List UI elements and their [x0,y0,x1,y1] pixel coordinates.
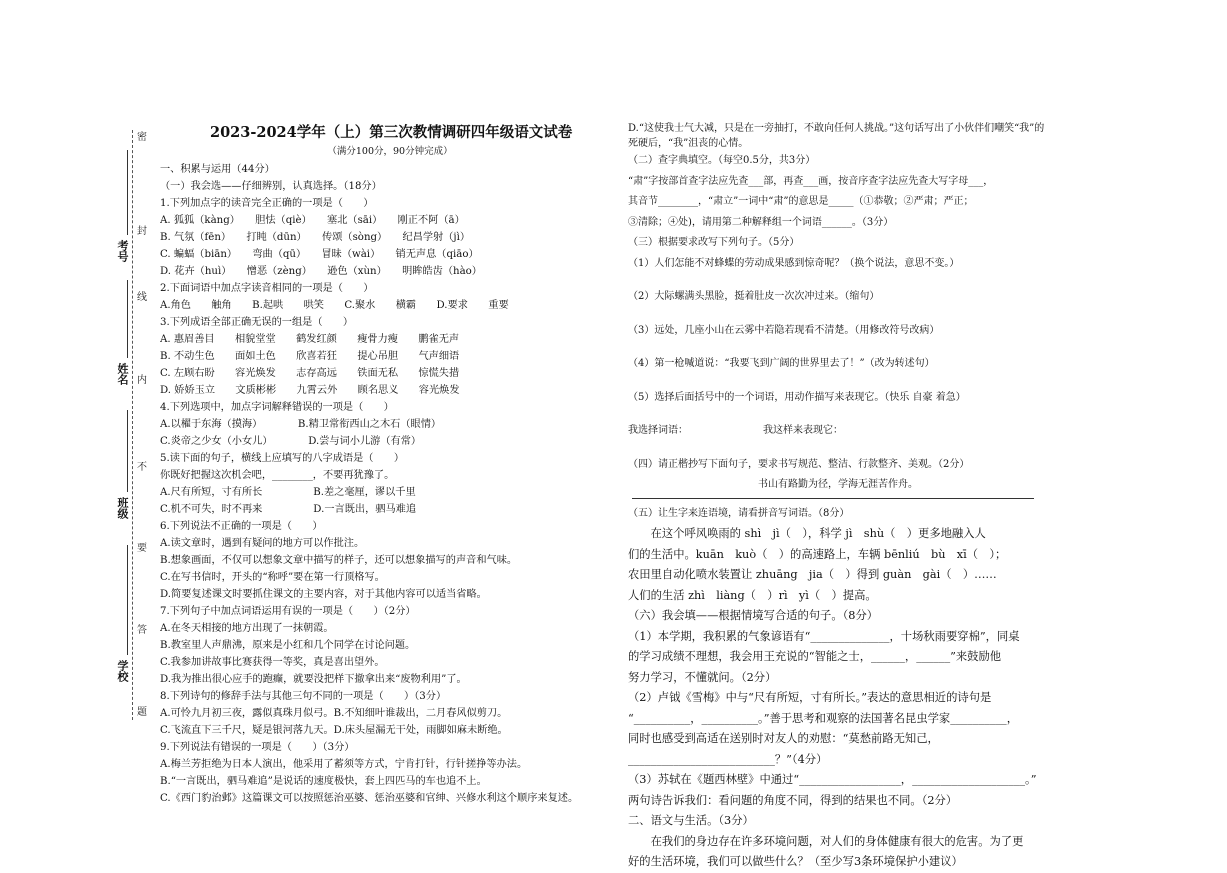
answer-space[interactable] [628,496,1048,504]
question-line: 在我们的身边存在许多环境问题，对人们的身体健康有很大的危害。为了更 [628,834,1024,848]
question-line: B.教室里人声鼎沸，原来是小红和几个同学在讨论问题。 [160,640,416,651]
question-line: C.机不可失，时不再来 D.一言既出，驷马难追 [160,504,417,515]
question-line: （1）人们怎能不对蜂蝶的劳动成果感到惊奇呢？（换个说法，意思不变。） [628,257,960,269]
question-line: A. 惠眉善目 相貌堂堂 鹤发红颜 瘦骨力瘦 鹏雀无声 [160,334,460,345]
question-line: （3）苏轼在《题西林壁》中通过“__________________，____________________。” [628,773,1037,786]
question-line: A.梅兰芳拒绝为日本人演出，他采用了蓄须等方式，宁肯打针，行针搓挣等办法。 [160,759,528,770]
question-line: （2）大际螺满头黑脸，挺着肚皮一次次冲过来。（缩句） [628,291,880,302]
question-line: 我选择词语： 我这样来表现它： [628,425,843,436]
question-line: D.我为推出很心应手的跑癫，就要没把样下撤拿出来“废物利用”了。 [160,674,467,685]
binding-strip [0,0,160,868]
question-line: C.炎帝之少女（小女儿） D.尝与词小儿游（有常） [160,436,422,447]
question-line: 好的生活环境，我们可以做些什么？（至少写3条环境保护小建议） [628,855,963,868]
question-line: D.简要复述课文时要抓住课文的主要内容，对于其他内容可以适当省略。 [160,589,487,600]
question-line: （5）选择后面括号中的一个词语，用动作描写来表现它。（快乐 自豪 着急） [628,391,966,403]
question-line: （4）第一枪喊道说：“我要飞到广阔的世界里去了！”（改为转述句） [628,358,935,369]
question-line: 你既好把握这次机会吧，________，不要再犹豫了。 [160,470,395,481]
question-line: 5.读下面的句子，横线上应填写的八字成语是（ ） [160,453,405,464]
question-line: 7.下列句子中加点词语运用有误的一项是（ ）（2分） [160,606,416,617]
seal-char: 线 [137,292,147,303]
field-rule-name[interactable] [127,280,128,358]
question-line: 两句诗告诉我们：看问题的角度不同，得到的结果也不同。（2分） [628,793,958,807]
question-line: 的学习成绩不理想，我会用王充说的“智能之士，______，______”来鼓励他 [628,650,1002,663]
question-line: （1）本学期，我积累的气象谚语有“______________，十场秋雨要穿棉”，同桌 [628,629,1020,643]
question-line: （四）请正楷抄写下面句子，要求书写规范、整洁、行款整齐、美观。（2分） [628,458,970,470]
question-line: C.飞流直下三千尺，疑是银河落九天。D.床头屋漏无干处，雨脚如麻未断绝。 [160,725,508,736]
question-line: C.《西门豹治邺》这篇课文可以按照惩治巫婆、惩治巫婆和官绅、兴修水利这个顺序来复述。 [160,793,579,804]
question-line: D.“这使我士气大减，只是在一旁抽打，不敢向任何人挑战。”这句话写出了小伙伴们嘲笑“我”的死硬后，“我”沮丧的心情。 [628,123,1045,149]
right-column [628,0,1048,868]
field-rule-class[interactable] [127,410,128,492]
question-line: 3.下列成语全部正确无误的一组是（ ） [160,317,354,328]
question-line: 书山有路勤为径，学海无涯苦作舟。 [758,479,918,490]
question-line: 一、积累与运用（44分） [160,164,275,175]
answer-space[interactable] [628,308,1048,321]
question-line: B. 不动生色 面如土色 欣喜若狂 提心吊胆 气声细语 [160,351,460,362]
left-question-list [160,161,600,807]
seal-char: 密 [137,132,147,143]
question-line: 8.下列诗句的修辞手法与其他三句不同的一项是（ ）（3分） [160,691,447,702]
answer-space[interactable] [628,375,1048,388]
question-line: B.想象画面，不仅可以想象文章中描写的样子，还可以想象描写的声音和气味。 [160,555,518,566]
question-line: 同时也感受到高适在送别时对友人的劝慰：“莫愁前路无知己， [628,732,939,745]
question-line: “肃”字按部首查字法应先查___部，再查___画，按音序查字法应先查大写字母___， [628,175,994,187]
question-line: B. 气氛（fēn） 打盹（dūn） 传颂（sòng） 纪昌学射（jì） [160,232,471,243]
answer-space[interactable] [628,408,1048,421]
field-rule-exam-number[interactable] [127,150,128,235]
page-subtitle: （满分100分，90分钟完成） [327,146,453,157]
question-line: （2）卢钺《雪梅》中与“尺有所短，寸有所长。”表达的意思相近的诗句是 [628,691,992,704]
question-line: （五）让生字来连语境，请看拼音写词语。（8分） [628,507,850,519]
answer-space[interactable] [628,442,1048,455]
question-line: 二、语文与生活。（3分） [628,814,754,827]
question-line: A.读文章时，遇到有疑问的地方可以作批注。 [160,538,365,549]
question-line: 人们的生活 zhì liàng（ ）rì yì（ ）提高。 [628,588,877,602]
question-line: A.以櫂于东海（摸海） B.精卫常衔西山之木石（眼情） [160,419,442,430]
field-label-exam-number: 考号 [116,240,129,262]
question-line: 其音节________，“肃立”一词中“肃”的意思是_____（①恭敬；②严肃；严正； [628,196,974,207]
question-line: 6.下列说法不正确的一项是（ ） [160,521,323,532]
field-label-school: 学校 [116,660,129,682]
question-line: A.尺有所短，寸有所长 B.差之毫厘，谬以千里 [160,487,416,498]
field-label-name: 姓名 [116,363,129,385]
binding-dashed-line [132,130,133,720]
question-line: 们的生活中。kuān kuò（ ）的高速路上，车辆 bēnliú bù xī（ ）； [628,547,1007,561]
question-line: （二）查字典填空。（每空0.5分，共3分） [628,155,816,166]
question-line: 努力学习，不懂就问。（2分） [628,670,777,684]
left-column [160,0,600,868]
seal-char: 答 [137,625,147,636]
field-label-class: 班级 [116,497,129,519]
question-line: ③清除；④处)，请用第二种解释组一个词语______。（3分） [628,216,894,228]
question-line: B.“一言既出，驷马难追”是说话的速度极快，套上四匹马的车也追不上。 [160,776,487,787]
question-line: A.可怜九月初三夜，露似真珠月似弓。B.不知细叶谁裁出，二月春风似剪刀。 [160,708,508,719]
seal-char: 不 [137,462,147,473]
copy-answer-rule[interactable] [632,498,1034,499]
question-line: （一）我会选——仔细辨别，认真选择。（18分） [160,181,382,192]
question-line: C.在写书信时，开头的“称呼”要在第一行顶格写。 [160,572,385,583]
question-line: __________________________？”（4分） [628,752,828,766]
field-rule-school[interactable] [127,545,128,655]
page-title: 2023-2024学年（上）第三次教情调研四年级语文试卷 [210,124,573,141]
seal-char: 题 [137,707,147,718]
question-line: （三）根据要求改写下列句子。（5分） [628,237,800,248]
question-line: 农田里自动化喷水装置让 zhuāng jia（ ）得到 guàn gài（ ）…… [628,568,997,581]
right-question-list [628,121,1048,873]
question-line: C. 蝙蝠（biān） 弯曲（qū） 冒昧（wài） 销无声息（qiāo） [160,249,479,260]
question-line: 2.下面词语中加点字读音相同的一项是（ ） [160,283,374,294]
seal-char: 要 [137,543,147,554]
question-line: 1.下列加点字的读音完全正确的一项是（ ） [160,198,374,209]
question-line: （六）我会填——根据情境写合适的句子。（8分） [628,609,879,622]
question-line: C. 左顾右盼 容光焕发 志存高远 铁面无私 惊慌失措 [160,368,460,379]
question-line: 9.下列说法有错误的一项是（ ）（3分） [160,742,355,753]
seal-char: 封 [137,226,147,237]
question-line: “__________，__________。”善于思考和观察的法国著名昆虫学家__________， [628,711,1018,725]
answer-space[interactable] [628,274,1048,287]
seal-char: 内 [137,375,147,386]
question-line: （3）远处，几座小山在云雾中若隐若现看不清楚。（用修改符号改病） [628,324,940,336]
question-line: A.角色 触角 B.起哄 哄笑 C.聚水 横霸 D.要求 重要 [160,300,509,311]
question-line: D. 娇娇玉立 文质彬彬 九霄云外 顾名思义 容光焕发 [160,385,460,396]
answer-space[interactable] [628,341,1048,354]
question-line: A.在冬天相接的地方出现了一抹朝霞。 [160,623,334,634]
question-line: A. 狐狐（kàng） 胆怯（qiè） 塞北（sāi） 刚正不阿（ā） [160,215,465,226]
question-line: C.我参加讲故事比赛获得一等奖，真是喜出望外。 [160,657,385,668]
question-line: 在这个呼风唤雨的 shì jì（ ），科学 jì shù（ ）更多地融入人 [628,527,986,540]
question-line: 4.下列选项中，加点字词解释错误的一项是（ ） [160,402,394,413]
question-line: D. 花卉（huì） 憎恶（zèng） 逊色（xùn） 明眸皓齿（hào） [160,266,482,277]
